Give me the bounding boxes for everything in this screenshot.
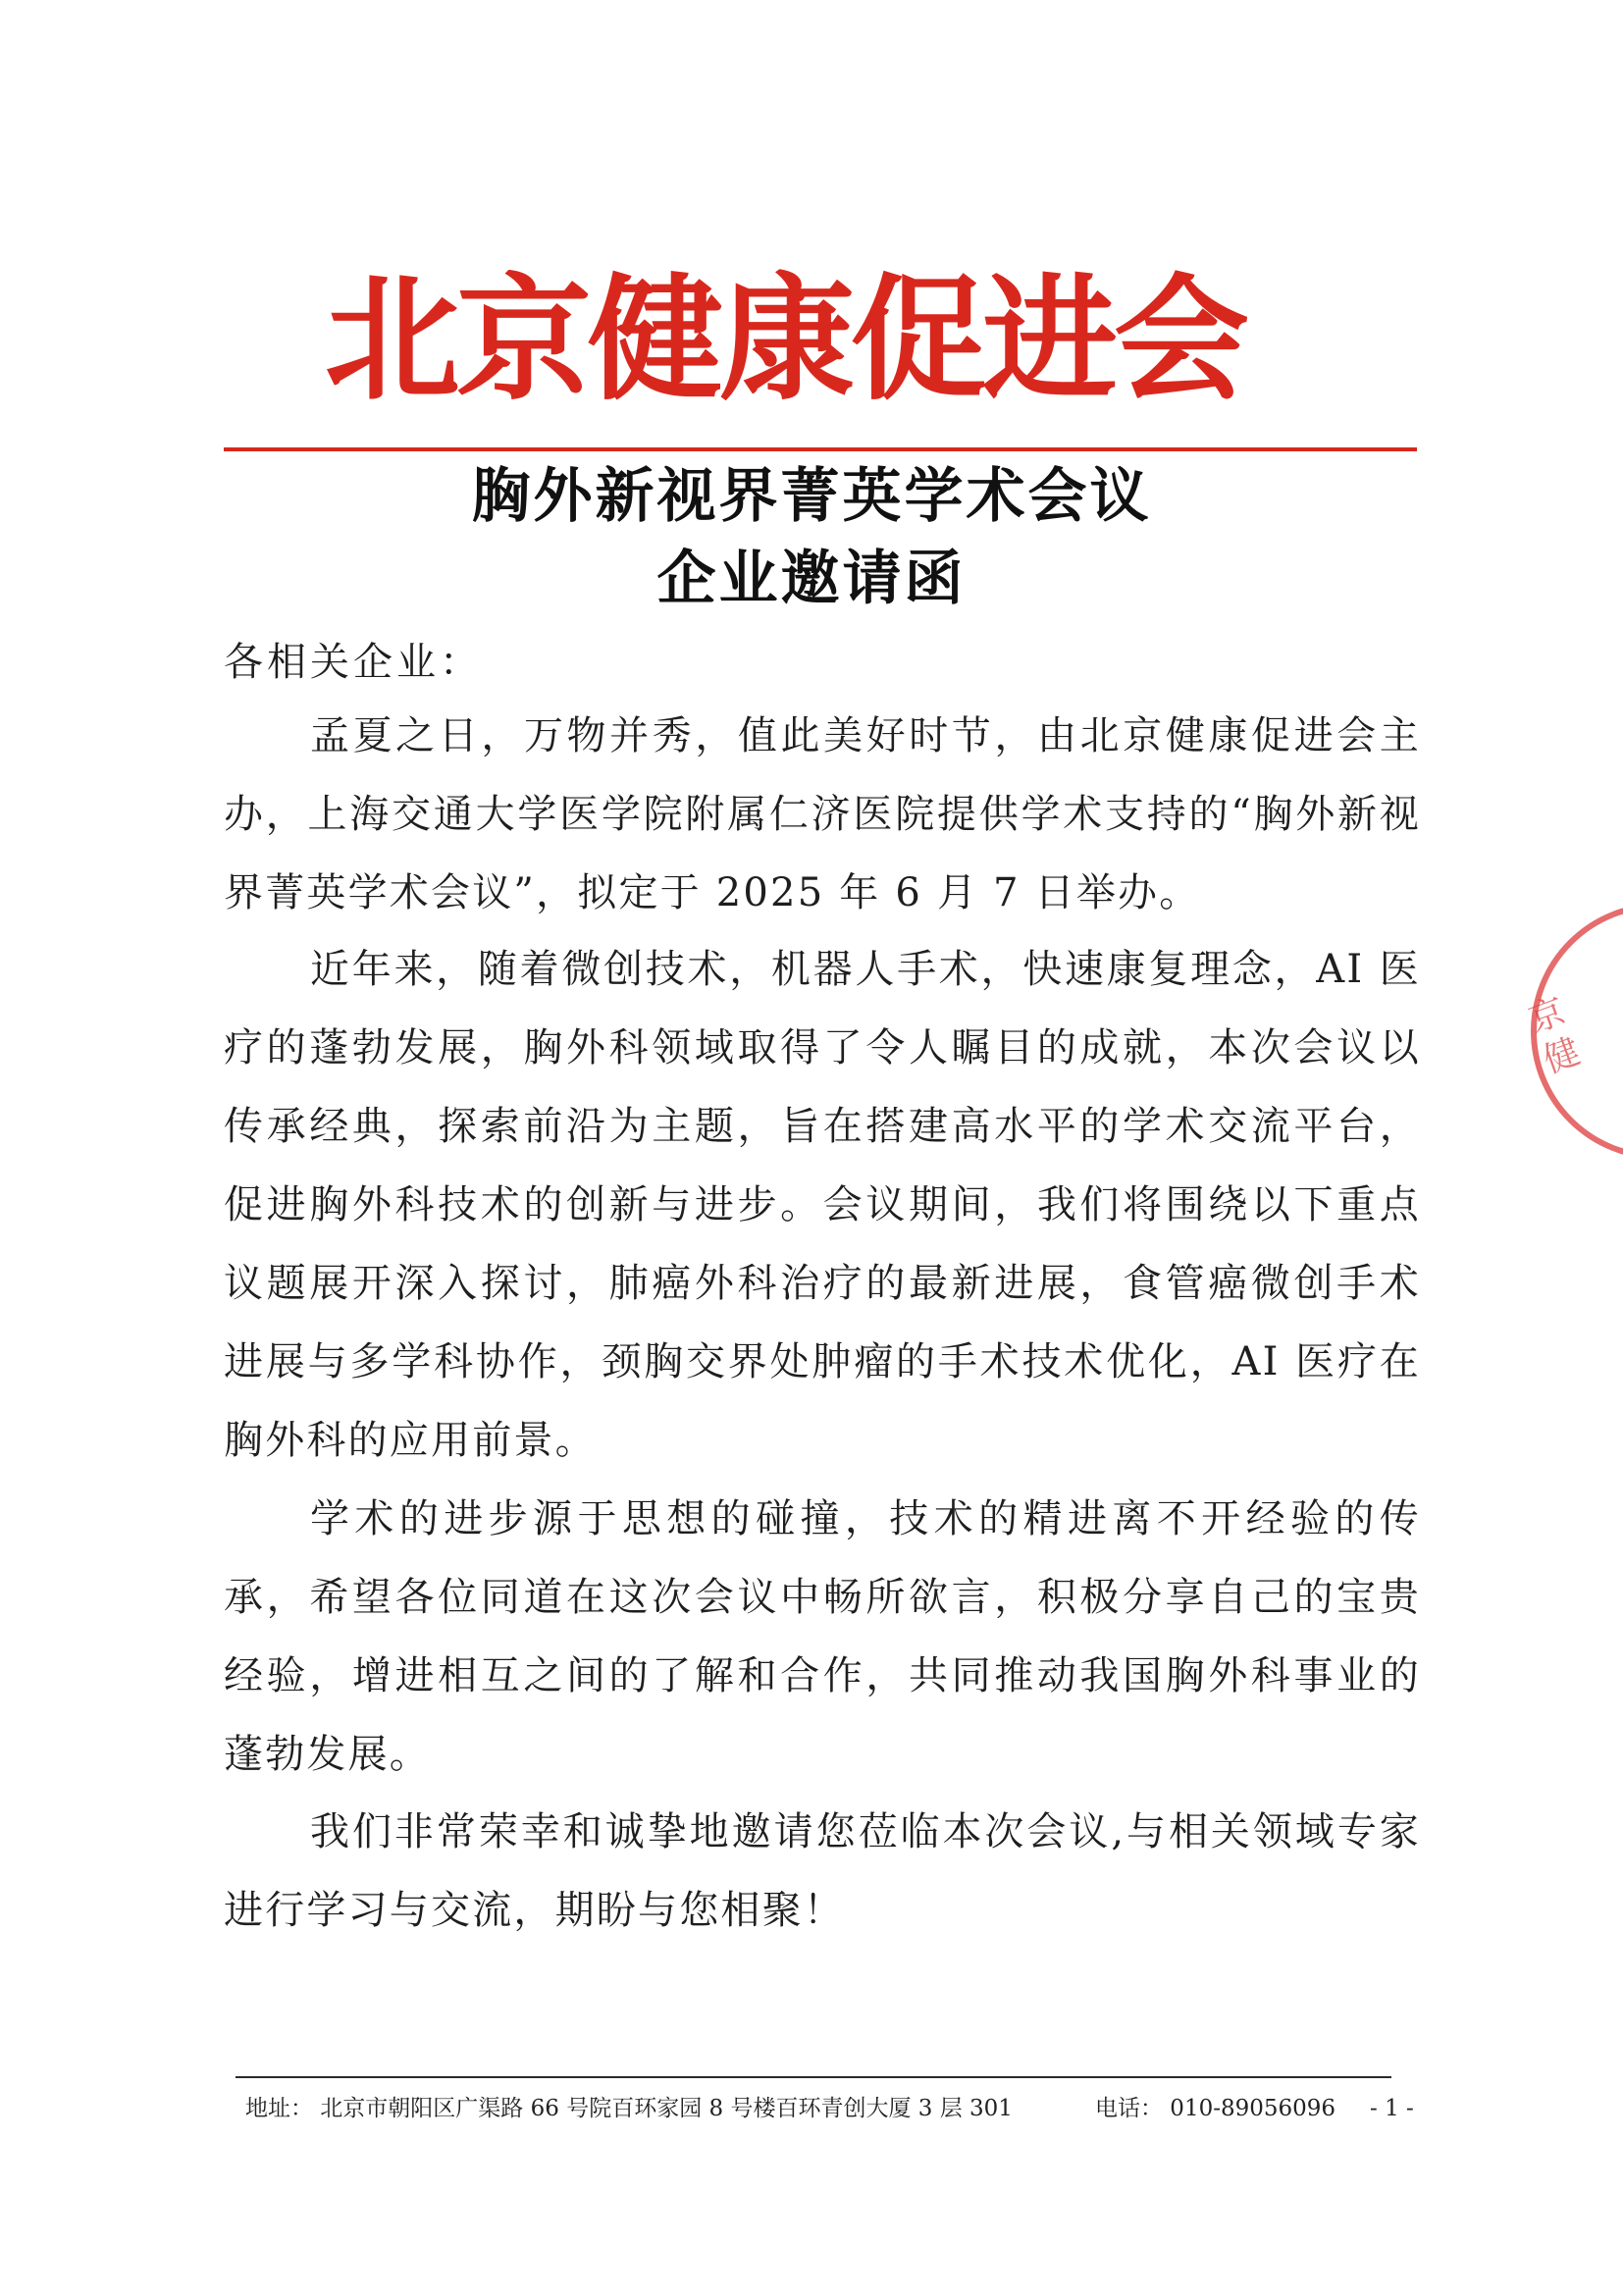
- letter-paragraph-4: 我们非常荣幸和诚挚地邀请您莅临本次会议,与相关领域专家进行学习与交流，期盼与您相聚！: [224, 1809, 1421, 1933]
- letterhead-org-name: 北京健康促进会: [324, 261, 1245, 419]
- letterhead-divider: [224, 447, 1417, 451]
- letter-paragraph-3: 学术的进步源于思想的碰撞，技术的精进离不开经验的传承，希望各位同道在这次会议中畅所欲言，积极分享自己的宝贵经验，增进相互之间的了解和合作，共同推动我国胸外科事业的蓬勃发展。: [224, 1496, 1421, 1777]
- official-seal-text: 京健: [1523, 990, 1586, 1082]
- footer-phone: 电话： 010-89056096: [1095, 2096, 1336, 2121]
- letter-paragraph-1: 孟夏之日，万物并秀，值此美好时节，由北京健康促进会主办，上海交通大学医学院附属仁济医院提供学术支持的“胸外新视界菁英学术会议”，拟定于 2025 年 6 月 7 日举办。: [224, 713, 1421, 915]
- document-title-line1: 胸外新视界菁英学术会议: [471, 462, 1152, 531]
- letter-paragraph-2: 近年来，随着微创技术，机器人手术，快速康复理念，AI 医疗的蓬勃发展，胸外科领域取得了令人瞩目的成就，本次会议以传承经典，探索前沿为主题，旨在搭建高水平的学术交流平台，促进胸外科技术的创新与进步。会议期间，我们将围绕以下重点议题展开深入探讨，肺癌外科治疗的最新进展，食管癌微创手术进展与多学科协作，颈胸交界处肿瘤的手术技术优化，AI 医疗在胸外科的应用前景。: [224, 947, 1421, 1463]
- document-title-line2: 企业邀请函: [656, 545, 967, 613]
- footer-address: 地址： 北京市朝阳区广渠路 66 号院百环家园 8 号楼百环青创大厦 3 层 301: [245, 2096, 1013, 2121]
- footer-divider: [236, 2076, 1391, 2078]
- page-number: - 1 -: [1370, 2096, 1414, 2121]
- letter-salutation: 各相关企业：: [224, 640, 483, 685]
